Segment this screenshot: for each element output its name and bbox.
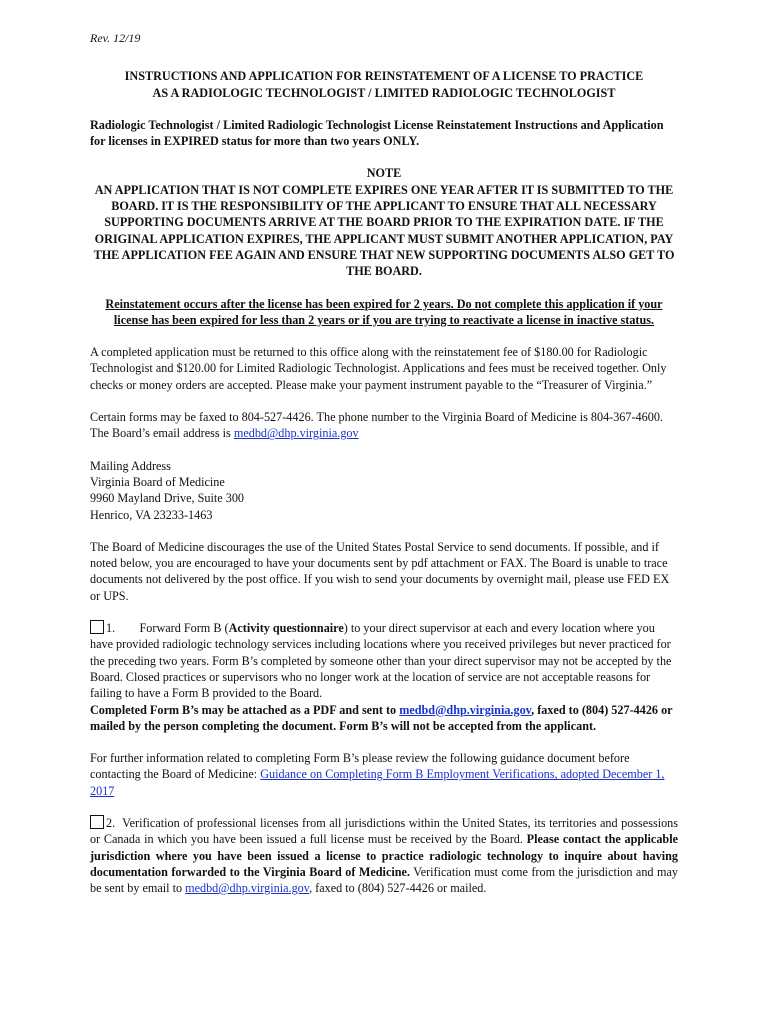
mailing-address bbox=[90, 458, 678, 523]
item-2-email-link[interactable]: medbd@dhp.virginia.gov bbox=[185, 881, 310, 896]
item-1-bold-c: , faxed to (804) 527-4426 or mailed by the person completing the document. Form B’s will not be accepted from the applicant. bbox=[90, 702, 673, 733]
item-1-text-a: Forward Form B ( bbox=[139, 621, 229, 636]
mailing-label: Mailing Address bbox=[90, 458, 171, 473]
revision-label: Rev. 12/19 bbox=[90, 31, 141, 45]
postal-paragraph: The Board of Medicine discourages the use of the United States Postal Service to send documents. If possible, and if noted below, you are encouraged to have your documents sent by pdf attachment or FAX. The Board is unable to trace documents not delivered by the post office. If you wish to send your documents by overnight mail, please use FED EX or UPS. bbox=[90, 539, 670, 603]
item-1-checkbox[interactable] bbox=[90, 620, 104, 634]
fee-paragraph: A completed application must be returned to this office along with the reinstatement fee of $180.00 for Radiologic Technologist and $120.00 for Limited Radiologic Technologist. Applications and fees must be received together. Only checks or money orders are accepted. Please make your payment instrument payable to the “Treasurer of Virginia.” bbox=[90, 345, 667, 392]
title-line-2: AS A RADIOLOGIC TECHNOLOGIST / LIMITED RADIOLOGIC TECHNOLOGIST bbox=[152, 85, 616, 100]
item-2-text-a: Verification of professional licenses from all jurisdictions within the United States, its territories and possessions or Canada in which you have been issued a full license must be received by the Board. bbox=[90, 815, 679, 847]
item-1 bbox=[90, 620, 678, 734]
note-text: AN APPLICATION THAT IS NOT COMPLETE EXPIRES ONE YEAR AFTER IT IS SUBMITTED TO THE BOARD. IT IS THE RESPONSIBILITY OF THE APPLICANT TO ENSURE THAT ALL NECESSARY SUPPORTING DOCUMENTS ARRIVE AT THE BOARD PRIOR TO THE EXPIRATION DATE. IF THE ORIGINAL APPLICATION EXPIRES, THE APPLICANT MUST SUBMIT ANOTHER APPLICATION, PAY THE APPLICATION FEE AGAIN AND ENSURE THAT NEW SUPPORTING DOCUMENTS ALSO GET TO THE BOARD. bbox=[93, 182, 675, 279]
item-1-text-b: ) to your direct supervisor at each and every location where you have provided radiologic technology services including locations where you received privileges but never practiced for the preceding two years. Form B’s completed by someone other than your direct supervisor may not be accepted by the Board. Closed practices or supervisors who no longer work at the location of service are not acceptable reasons for failing to have a Form B provided to the Board. bbox=[90, 621, 672, 701]
item-1-bold-b: Completed Form B’s may be attached as a PDF and sent to bbox=[90, 702, 400, 717]
mailing-line-1: Virginia Board of Medicine bbox=[90, 474, 225, 489]
contact-text: Certain forms may be faxed to 804-527-4426. The phone number to the Virginia Board of Medicine is 804-367-4600. The Board’s email address is bbox=[90, 410, 663, 441]
item-2-text-b: Verification must come from the jurisdiction and may be sent by email to bbox=[90, 864, 679, 896]
mailing-line-2: 9960 Mayland Drive, Suite 300 bbox=[90, 491, 245, 506]
item-1-number: 1. bbox=[106, 621, 116, 636]
item-2 bbox=[90, 815, 678, 896]
item-2-checkbox[interactable] bbox=[90, 815, 104, 829]
note-heading: NOTE bbox=[366, 166, 402, 181]
subheading: Radiologic Technologist / Limited Radiologic Technologist License Reinstatement Instructions and Application for licenses in EXPIRED status for more than two years ONLY. bbox=[90, 117, 664, 149]
note-block bbox=[90, 165, 678, 279]
reinstatement-notice: Reinstatement occurs after the license has been expired for 2 years. Do not complete this application if your license has been expired for less than 2 years or if you are trying to reactivate a license in inactive status. bbox=[105, 296, 663, 327]
guidance-text: For further information related to completing Form B’s please review the following guidance document before contacting the Board of Medicine: bbox=[90, 751, 630, 782]
board-email-link[interactable]: medbd@dhp.virginia.gov bbox=[233, 426, 359, 441]
item-1-bold-a: Activity questionnaire bbox=[228, 621, 344, 636]
item-2-text-c: , faxed to (804) 527-4426 or mailed. bbox=[309, 881, 487, 896]
item-2-bold: Please contact the applicable jurisdiction where you have been issued a license to practice radiologic technology to inquire about having documentation forwarded to the Virginia Board of Medicine. bbox=[90, 832, 678, 879]
guidance-paragraph bbox=[90, 750, 678, 799]
item-2-number: 2. bbox=[106, 815, 116, 830]
item-1-email-link[interactable]: medbd@dhp.virginia.gov bbox=[399, 702, 532, 717]
document-title bbox=[90, 68, 678, 101]
contact-paragraph bbox=[90, 409, 678, 442]
title-line-1: INSTRUCTIONS AND APPLICATION FOR REINSTATEMENT OF A LICENSE TO PRACTICE bbox=[124, 69, 644, 84]
mailing-line-3: Henrico, VA 23233-1463 bbox=[90, 507, 213, 522]
guidance-link[interactable]: Guidance on Completing Form B Employment Verifications, adopted December 1, 2017 bbox=[90, 767, 665, 798]
